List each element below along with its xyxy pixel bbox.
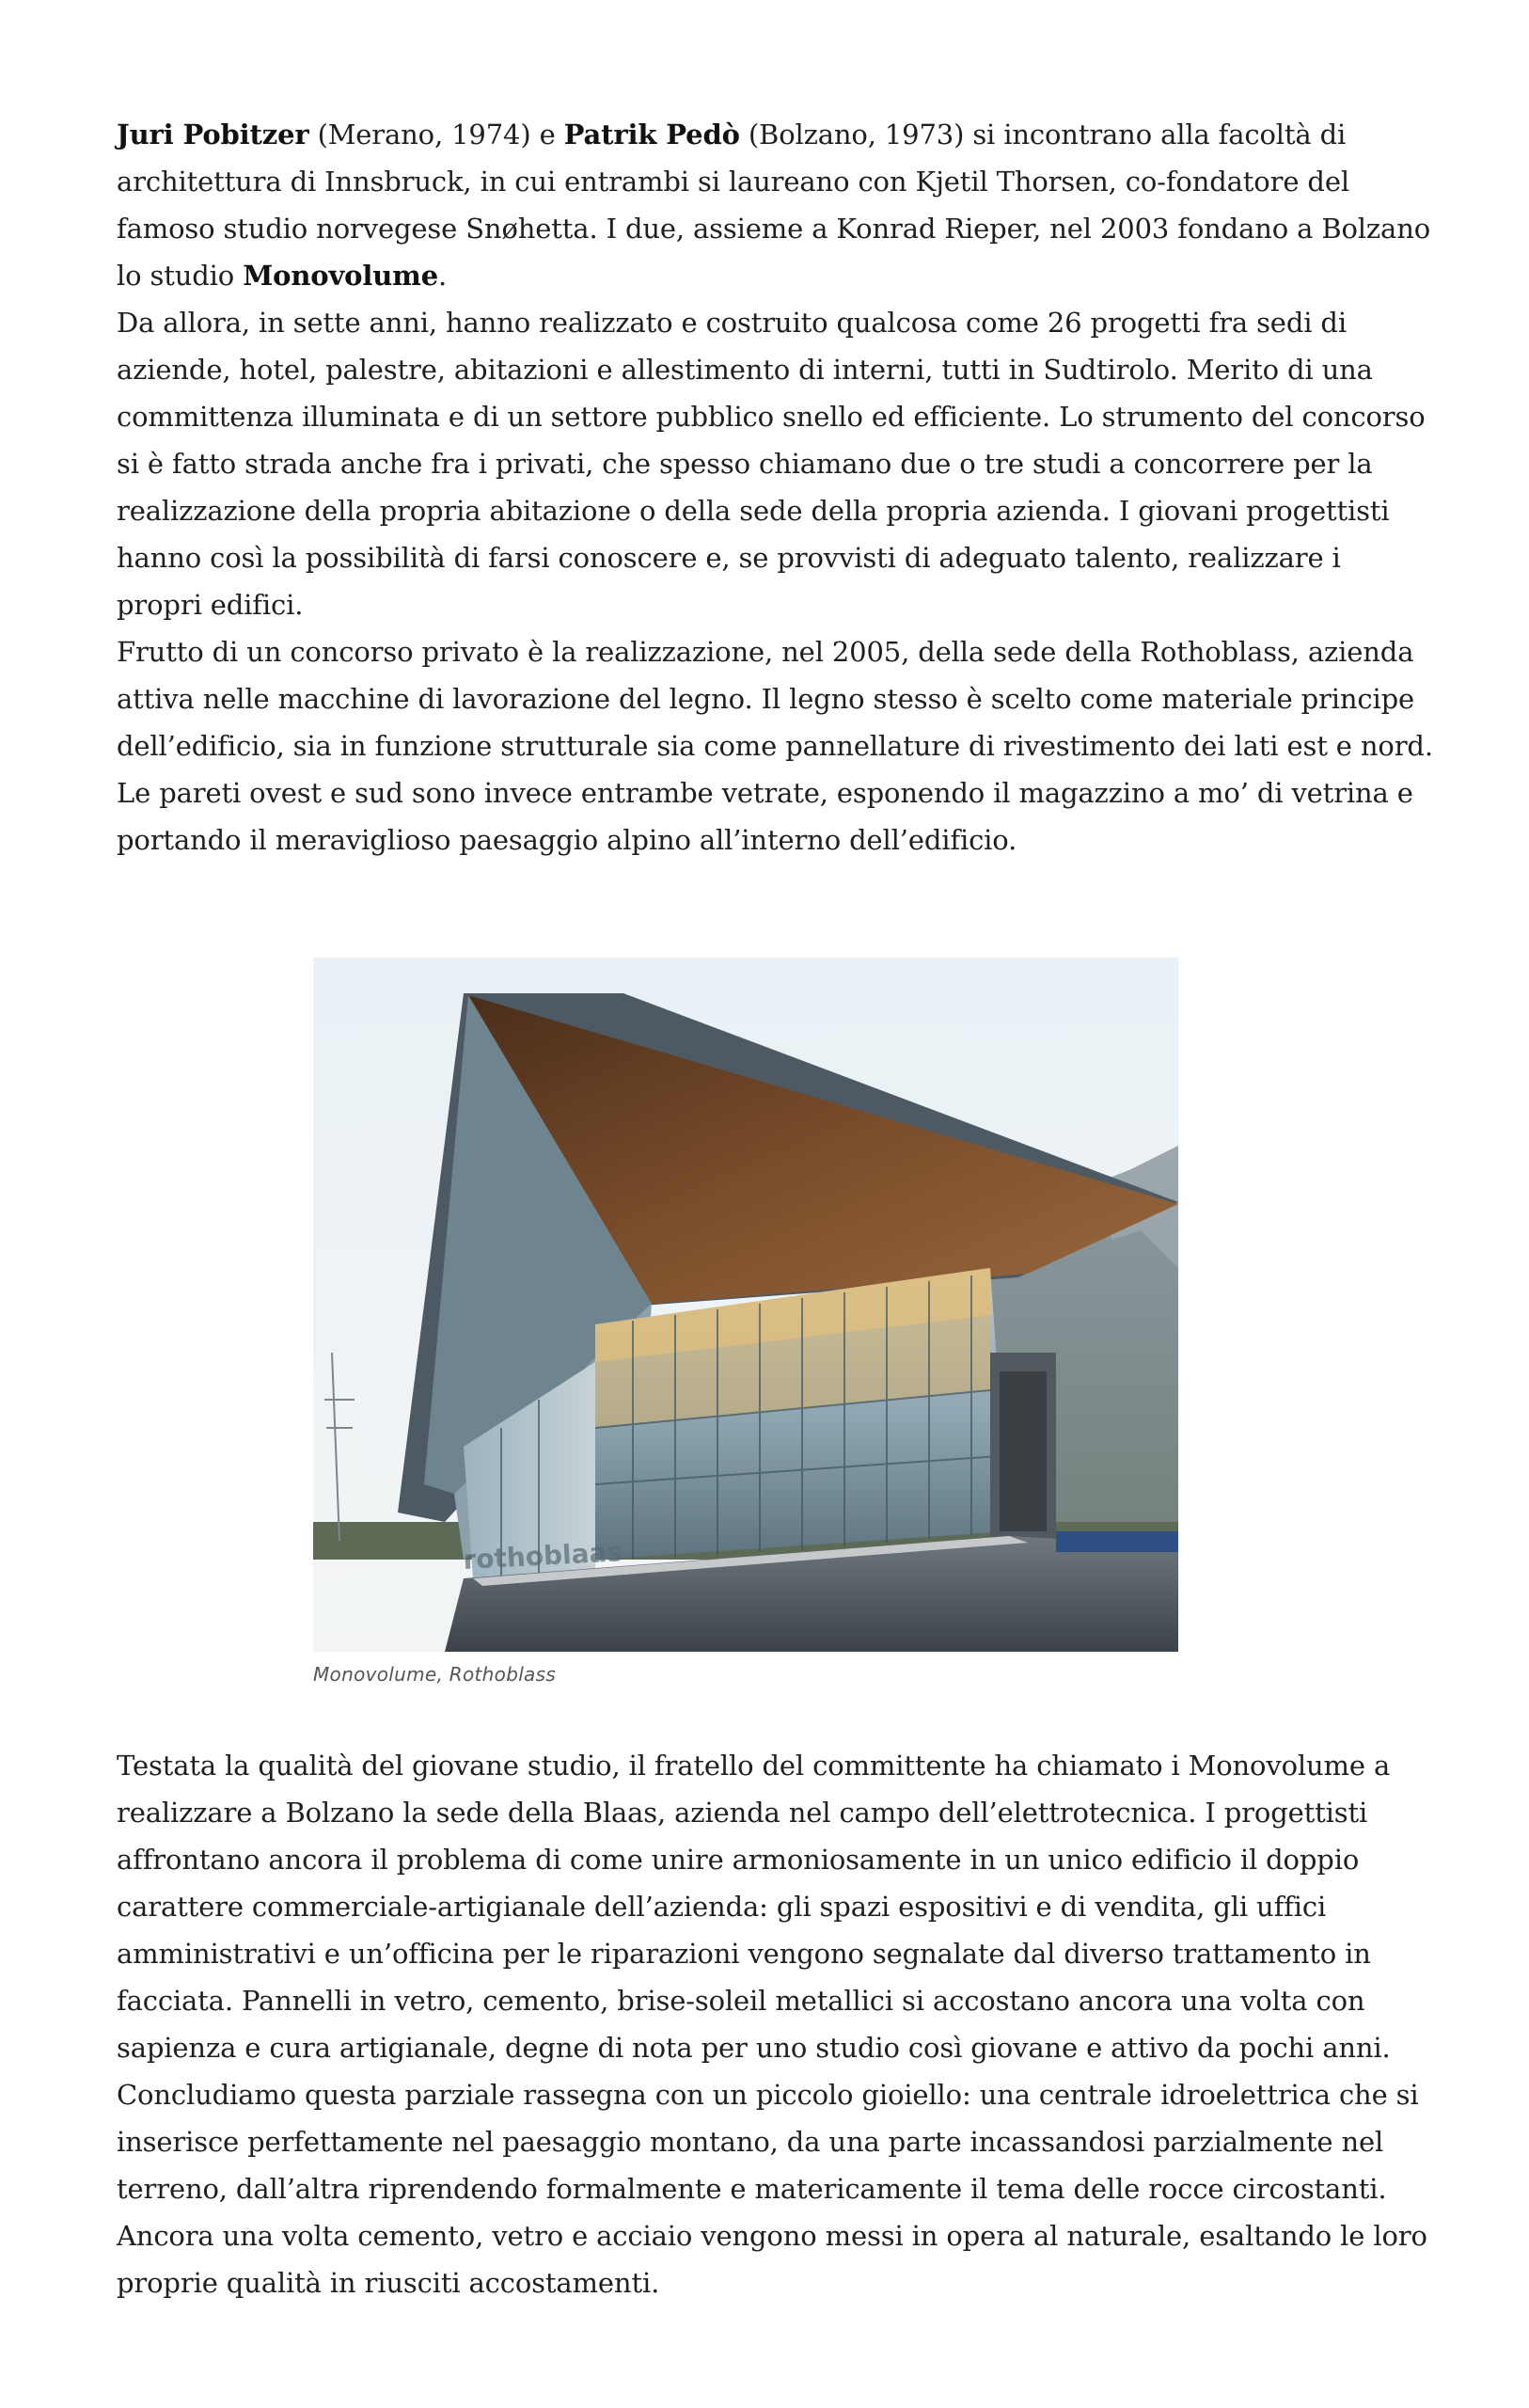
intro-text-1: (Merano, 1974) e (308, 119, 564, 150)
author-name-pobitzer: Juri Pobitzer (117, 119, 309, 150)
building-sign: rothoblaas (462, 1536, 623, 1576)
figure-caption: Monovolume, Rothoblass (313, 1663, 557, 1686)
paragraph-blaas: Testata la qualità del giovane studio, il fratello del committente ha chiamato i Monovolume a realizzare a Bolzano la sede della Blaas, azienda nel campo dell’elettrotecnica. I progettisti affrontano ancora il problema di come unire armoniosamente in un unico edificio il doppio carattere commerciale-artigianale dell’azienda: gli spazi espositivi e di vendita, gli uffici amministrativi e un’officina per le riparazioni vengono segnalate dal diverso trattamento in facciata. Pannelli in vetro, cemento, brise-soleil metallici si accostano ancora una volta con sapienza e cura artigianale, degne di nota per uno studio così giovane e attivo da pochi anni. (117, 1750, 1391, 2064)
studio-name: Monovolume (243, 260, 438, 292)
article-body-bottom (117, 1742, 1433, 2306)
author-name-pedo: Patrik Pedò (563, 119, 740, 150)
intro-text-3: . (438, 260, 448, 292)
paragraph-hydroelectric: Concludiamo questa parziale rassegna con un piccolo gioiello: una centrale idroelettrica che si inserisce perfettamente nel paesaggio montano, da una parte incassandosi parzialmente nel terreno, dall’altra riprendendo formalmente e matericamente il tema delle rocce circostanti. Ancora una volta cemento, vetro e acciaio vengono messi in opera al naturale, esaltando le loro proprie qualità in riusciti accostamenti. (117, 2079, 1427, 2299)
paragraph-rothoblass: Frutto di un concorso privato è la realizzazione, nel 2005, della sede della Rothoblass, azienda attiva nelle macchine di lavorazione del legno. Il legno stesso è scelto come materiale principe dell’edificio, sia in funzione strutturale sia come pannellature di rivestimento dei lati est e nord. Le pareti ovest e sud sono invece entrambe vetrate, esponendo il magazzino a mo’ di vetrina e portando il meraviglioso paesaggio alpino all’interno dell’edificio. (117, 636, 1433, 856)
paragraph-projects: Da allora, in sette anni, hanno realizzato e costruito qualcosa come 26 progetti fra sedi di aziende, hotel, palestre, abitazioni e allestimento di interni, tutti in Sudtirolo. Merito di una committenza illuminata e di un settore pubblico snello ed efficiente. Lo strumento del concorso si è fatto strada anche fra i privati, che spesso chiamano due o tre studi a concorrere per la realizzazione della propria abitazione o della sede della propria azienda. I giovani progettisti hanno così la possibilità di farsi conoscere e, se provvisti di adeguato talento, realizzare i propri edifici. (117, 307, 1426, 621)
rothoblass-building-photo (313, 958, 1178, 1652)
intro-paragraph (117, 111, 1433, 299)
figure (313, 958, 1178, 1686)
article-body-top (117, 111, 1433, 863)
intro-text-2: (Bolzano, 1973) si incontrano alla facoltà di architettura di Innsbruck, in cui entrambi si laureano con Kjetil Thorsen, co-fondatore del famoso studio norvegese Snøhetta. I due, assieme a Konrad Rieper, nel 2003 fondano a Bolzano lo studio (117, 119, 1431, 292)
